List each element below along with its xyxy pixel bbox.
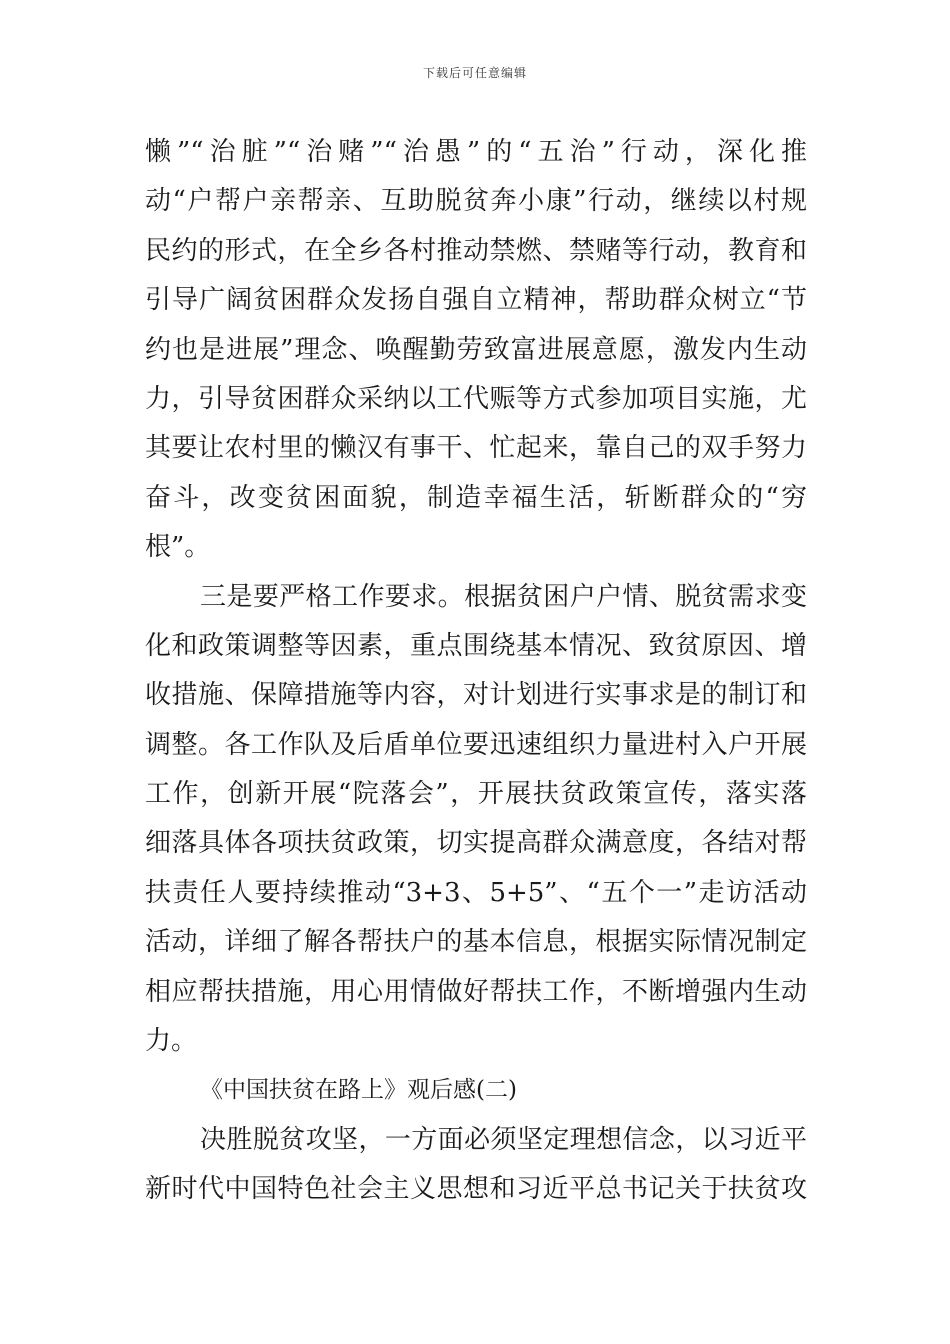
paragraph-1 bbox=[145, 128, 807, 573]
text-line: 根”。 bbox=[145, 532, 211, 563]
text-line: 决胜脱贫攻坚，一方面必须坚定理想信念，以习近平 bbox=[200, 1124, 807, 1155]
text-line: 调整。各工作队及后盾单位要迅速组织力量进村入户开展 bbox=[145, 729, 807, 760]
page-header: 下载后可任意编辑 bbox=[422, 66, 527, 80]
text-line: 约也是进展”理念、唤醒勤劳致富进展意愿，激发内生动 bbox=[145, 334, 807, 365]
text-line: 奋斗，改变贫困面貌，制造幸福生活，斩断群众的“穷 bbox=[145, 482, 807, 513]
document-body bbox=[145, 128, 807, 1215]
text-line: 新时代中国特色社会主义思想和习近平总书记关于扶贫攻 bbox=[145, 1174, 807, 1205]
text-line: 扶责任人要持续推动“3+3、5+5”、“五个一”走访活动 bbox=[145, 877, 807, 908]
text-line: 其要让农村里的懒汉有事干、忙起来，靠自己的双手努力 bbox=[145, 433, 807, 464]
text-line: 三是要严格工作要求。根据贫困户户情、脱贫需求变 bbox=[200, 581, 807, 612]
text-line: 引导广阔贫困群众发扬自强自立精神，帮助群众树立“节 bbox=[145, 285, 807, 316]
text-line: 收措施、保障措施等内容，对计划进行实事求是的制订和 bbox=[145, 680, 807, 711]
text-line: 化和政策调整等因素，重点围绕基本情况、致贫原因、增 bbox=[145, 630, 807, 661]
text-line: 懒”“治脏”“治赌”“治愚”的“五治”行动，深化推 bbox=[145, 137, 807, 167]
text-line: 细落具体各项扶贫政策，切实提高群众满意度，各结对帮 bbox=[145, 828, 807, 859]
text-line: 力。 bbox=[145, 1026, 198, 1057]
text-line: 力，引导贫困群众采纳以工代赈等方式参加项目实施，尤 bbox=[145, 383, 807, 414]
text-line: 工作，创新开展“院落会”，开展扶贫政策宣传，落实落 bbox=[145, 779, 807, 810]
text-line: 民约的形式，在全乡各村推动禁燃、禁赌等行动，教育和 bbox=[145, 235, 807, 266]
text-line: 活动，详细了解各帮扶户的基本信息，根据实际情况制定 bbox=[145, 927, 807, 958]
paragraph-3 bbox=[145, 1116, 807, 1215]
paragraph-2 bbox=[145, 573, 807, 1067]
section-title: 《中国扶贫在路上》观后感(二) bbox=[200, 1077, 517, 1104]
text-line: 相应帮扶措施，用心用情做好帮扶工作，不断增强内生动 bbox=[145, 976, 807, 1007]
text-line: 动“户帮户亲帮亲、互助脱贫奔小康”行动，继续以村规 bbox=[145, 186, 807, 217]
